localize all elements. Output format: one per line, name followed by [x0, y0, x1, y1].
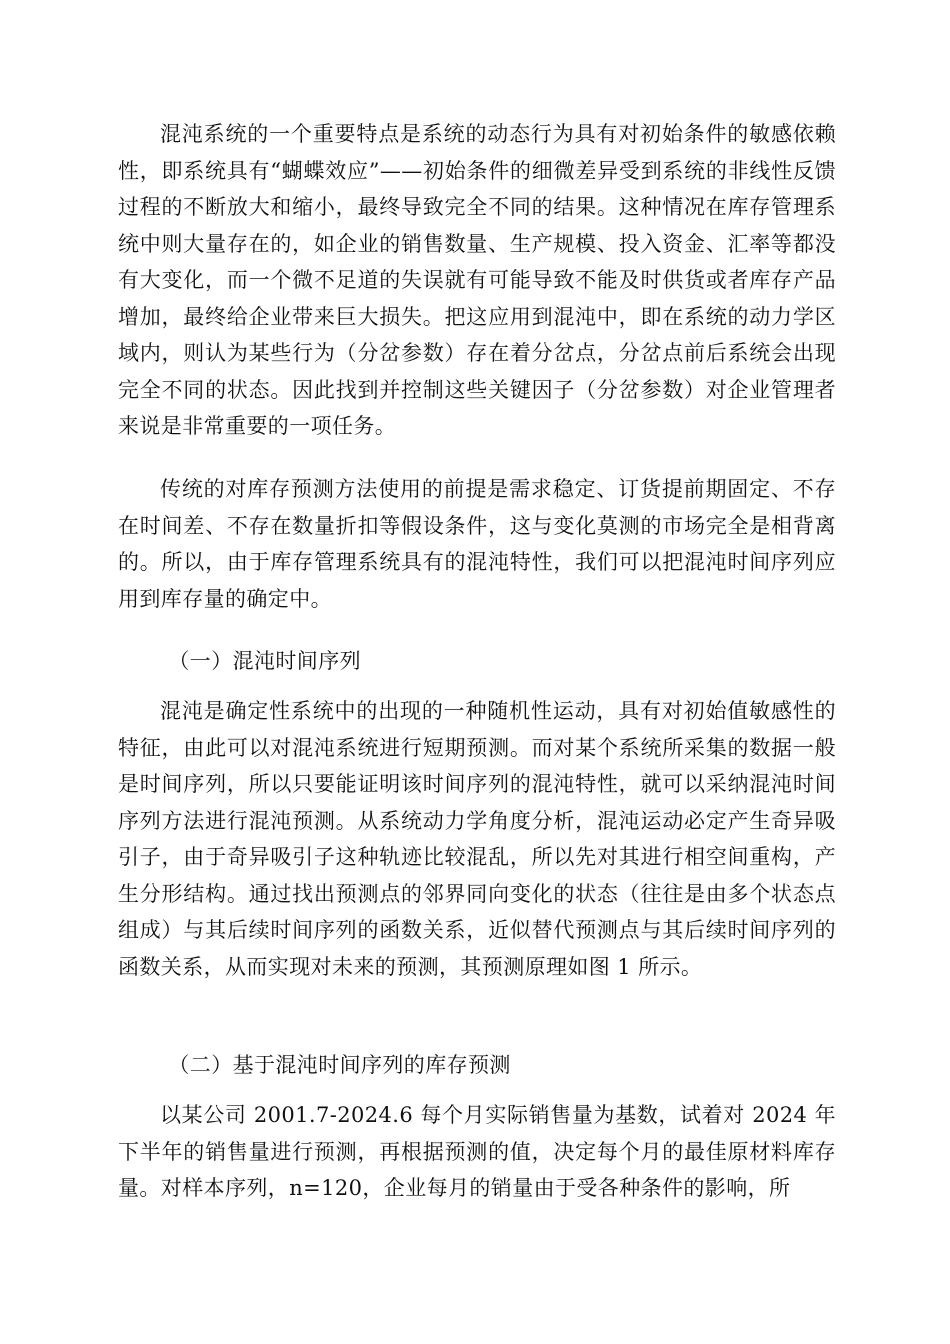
paragraph-text: 以某公司 2001.7-2024.6 每个月实际销售量为基数，试着对 2024 年下半年的销售量进行预测，再根据预测的值，决定每个月的最佳原材料库存量。对样本序列，n=120，企业每月的销量由于受各种条件的影响，所 — [118, 1103, 836, 1200]
paragraph-chaos-prediction — [118, 693, 836, 985]
paragraph-butterfly-effect — [118, 116, 836, 445]
section-heading-text: （一）混沌时间序列 — [168, 649, 361, 673]
paragraph-text: 传统的对库存预测方法使用的前提是需求稳定、订货提前期固定、不存在时间差、不存在数量折扣等假设条件，这与变化莫测的市场完全是相背离的。所以，由于库存管理系统具有的混沌特性，我们可以把混沌时间序列应用到库存量的确定中。 — [118, 477, 836, 611]
paragraph-sales-sample — [118, 1097, 836, 1207]
section-heading-text: （二）基于混沌时间序列的库存预测 — [168, 1053, 511, 1077]
section-heading-inventory-forecast — [118, 1047, 836, 1084]
paragraph-text: 混沌是确定性系统中的出现的一种随机性运动，具有对初始值敏感性的特征，由此可以对混沌系统进行短期预测。而对某个系统所采集的数据一般是时间序列，所以只要能证明该时间序列的混沌特性，就可以采纳混沌时间序列方法进行混沌预测。从系统动力学角度分析，混沌运动必定产生奇异吸引子，由于奇异吸引子这种轨迹比较混乱，所以先对其进行相空间重构，产生分形结构。通过找出预测点的邻界同向变化的状态（往往是由多个状态点组成）与其后续时间序列的函数关系，近似替代预测点与其后续时间序列的函数关系，从而实现对未来的预测，其预测原理如图 1 所示。 — [118, 699, 836, 979]
section-heading-chaotic-time-series — [118, 643, 836, 680]
paragraph-text: 混沌系统的一个重要特点是系统的动态行为具有对初始条件的敏感依赖性，即系统具有“蝴蝶效应”——初始条件的细微差异受到系统的非线性反馈过程的不断放大和缩小，最终导致完全不同的结果。这种情况在库存管理系统中则大量存在的，如企业的销售数量、生产规模、投入资金、汇率等都没有大变化，而一个微不足道的失误就有可能导致不能及时供货或者库存产品增加，最终给企业带来巨大损失。把这应用到混沌中，即在系统的动力学区域内，则认为某些行为（分岔参数）存在着分岔点，分岔点前后系统会出现完全不同的状态。因此找到并控制这些关键因子（分岔参数）对企业管理者来说是非常重要的一项任务。 — [118, 122, 836, 438]
paragraph-traditional-forecast — [118, 471, 836, 617]
